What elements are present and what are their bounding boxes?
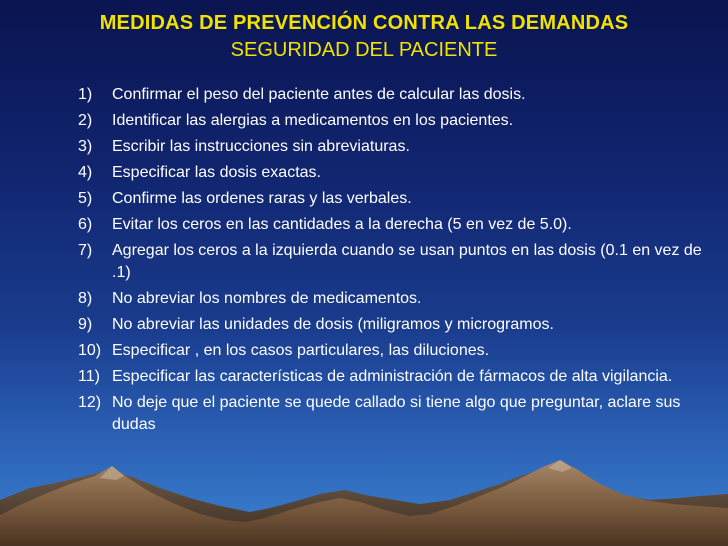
slide-subtitle: SEGURIDAD DEL PACIENTE [230, 39, 498, 61]
list-item [78, 110, 718, 132]
list-item [78, 240, 718, 284]
list-item [78, 84, 718, 106]
item-text: Especificar , en los casos particulares, las diluciones. [112, 342, 490, 359]
item-number: 4) [78, 164, 93, 181]
item-number: 12) [78, 394, 102, 411]
item-number: 8) [78, 290, 93, 307]
item-number: 10) [78, 342, 102, 359]
list-item [78, 340, 718, 362]
list-item [78, 162, 718, 184]
list-item [78, 214, 718, 236]
item-number: 5) [78, 190, 93, 207]
item-text: No abreviar los nombres de medicamentos. [112, 290, 422, 307]
item-text: No abreviar las unidades de dosis (miligramos y microgramos. [112, 316, 554, 333]
item-text: Confirmar el peso del paciente antes de calcular las dosis. [112, 86, 526, 103]
item-text: Identificar las alergias a medicamentos en los pacientes. [112, 112, 514, 129]
list-item [78, 392, 718, 436]
item-text: Confirme las ordenes raras y las verbales. [112, 190, 412, 207]
slide-title-block [0, 10, 728, 64]
item-number: 11) [78, 368, 100, 385]
list-item [78, 366, 718, 388]
slide-title: MEDIDAS DE PREVENCIÓN CONTRA LAS DEMANDAS [99, 12, 629, 34]
item-number: 2) [78, 112, 93, 129]
item-text: No deje que el paciente se quede callado si tiene algo que preguntar, aclare sus dudas [112, 394, 681, 433]
item-text: Especificar las dosis exactas. [112, 164, 321, 181]
list-item [78, 188, 718, 210]
prevention-list [78, 84, 718, 440]
item-text: Evitar los ceros en las cantidades a la derecha (5 en vez de 5.0). [112, 216, 572, 233]
list-item [78, 314, 718, 336]
item-text: Especificar las características de administración de fármacos de alta vigilancia. [112, 368, 673, 385]
list-item [78, 136, 718, 158]
item-number: 3) [78, 138, 93, 155]
list-item [78, 288, 718, 310]
item-number: 7) [78, 242, 93, 259]
item-text: Escribir las instrucciones sin abreviaturas. [112, 138, 410, 155]
item-number: 6) [78, 216, 93, 233]
item-number: 1) [78, 86, 93, 103]
item-text: Agregar los ceros a la izquierda cuando se usan puntos en las dosis (0.1 en vez de .1) [112, 242, 702, 281]
item-number: 9) [78, 316, 93, 333]
